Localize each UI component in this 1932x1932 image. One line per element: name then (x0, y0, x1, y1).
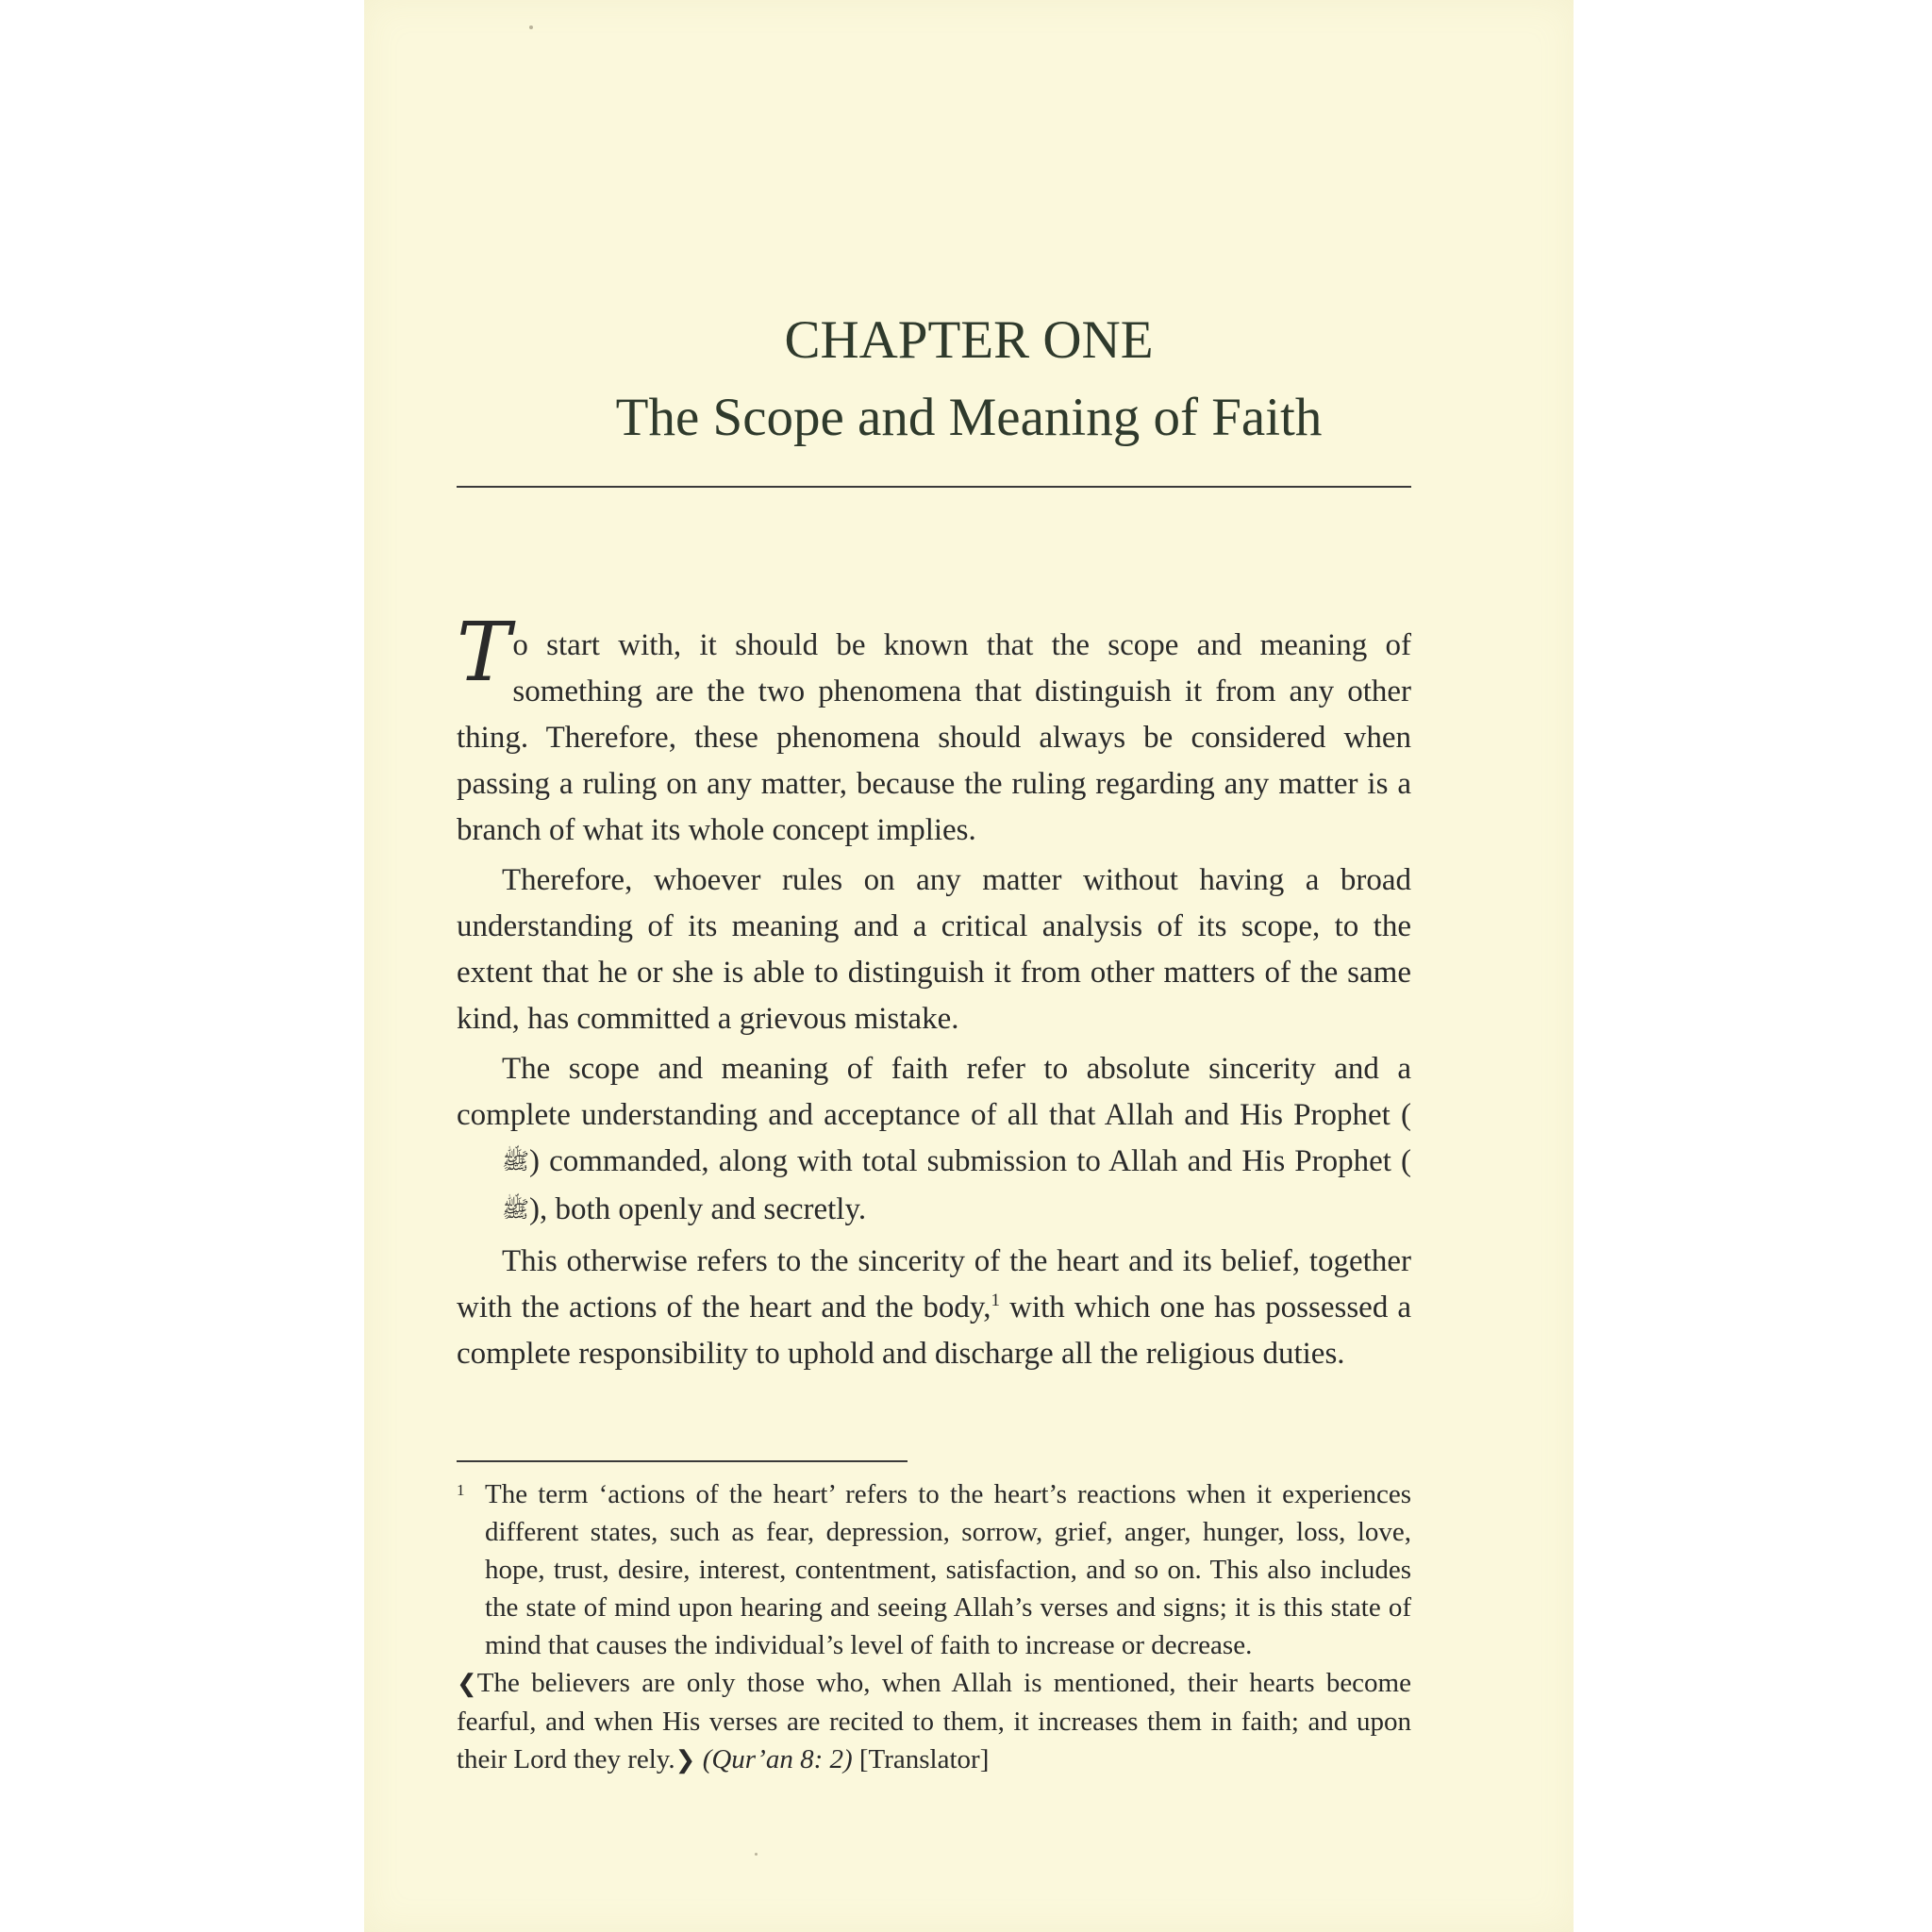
body-text (457, 606, 1411, 1381)
quote-close-ornament: ❯ (675, 1746, 696, 1774)
book-page (364, 0, 1574, 1932)
paragraph-2-text: Therefore, whoever rules on any matter without having a broad understanding of its meaning and a critical analysis of its scope, to the extent that he or she is able to distinguish it from other matters of the same kind, has committed a grievous mistake. (457, 863, 1411, 1036)
paragraph-1-text: o start with, it should be known that the scope and meaning of something are the two phenomena that distinguish it from any other thing. Therefore, these phenomena should always be considered when passing a ruling on any matter, because the ruling regarding any matter is a branch of what its whole concept implies. (457, 628, 1411, 847)
paragraph-4-text-b: with which one has possessed a complete responsibility to uphold and discharge all the religious duties. (457, 1291, 1411, 1371)
salutation-glyph: ﷺ (502, 1196, 529, 1223)
paragraph-4 (457, 1239, 1411, 1377)
paragraph-3-text-c: ), both openly and secretly. (529, 1192, 867, 1226)
quran-citation: (Qur’an 8: 2) (702, 1744, 853, 1774)
paragraph-2 (457, 858, 1411, 1042)
paragraph-1 (457, 606, 1411, 854)
drop-cap: T (457, 606, 511, 700)
translator-note: [Translator] (858, 1744, 990, 1774)
paragraph-3 (457, 1046, 1411, 1235)
footnote-number: 1 (457, 1481, 465, 1499)
paragraph-3-text-b: ) commanded, along with total submission to Allah and His Prophet ( (529, 1144, 1411, 1178)
footnote-divider (457, 1460, 908, 1462)
salutation-glyph: ﷺ (502, 1148, 529, 1174)
quote-text: The believers are only those who, when Allah is mentioned, their hearts become fearful, and when His verses are recited to them, it increases them in faith; and upon their Lord they rely. (457, 1668, 1411, 1774)
footnote (457, 1475, 1411, 1779)
footnote-reference[interactable]: 1 (991, 1291, 1001, 1310)
chapter-subtitle: The Scope and Meaning of Faith (615, 388, 1323, 447)
paragraph-3-text-a: The scope and meaning of faith refer to absolute sincerity and a complete understanding and acceptance of all that Allah and His Prophet ( (457, 1052, 1411, 1132)
paper-speck (529, 25, 533, 29)
paragraph-4-text-a: This otherwise refers to the sincerity of the heart and its belief, together with the actions of the heart and the body, (457, 1244, 1411, 1324)
footnote-quote (457, 1664, 1411, 1779)
quote-open-ornament: ❮ (457, 1670, 477, 1698)
footnote-text: The term ‘actions of the heart’ refers to the heart’s reactions when it experiences different states, such as fear, depression, sorrow, grief, anger, hunger, loss, love, hope, trust, desire, interest, contentment, satisfaction, and so on. This also includes the state of mind upon hearing and seeing Allah’s verses and signs; it is this state of mind that causes the individual’s level of faith to increase or decrease. (485, 1479, 1411, 1660)
title-divider (457, 486, 1411, 488)
paper-speck (755, 1853, 758, 1856)
chapter-title: CHAPTER ONE (784, 310, 1154, 370)
